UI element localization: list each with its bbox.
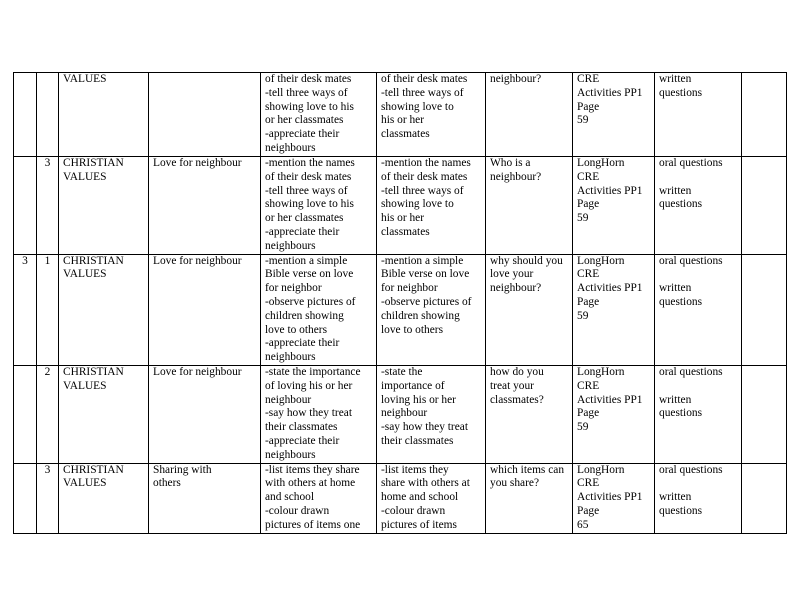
lesson-cell: 2 [37,365,59,463]
week-cell [14,73,37,157]
week-cell [14,365,37,463]
table-row [14,157,787,255]
learning-activities-cell: -list items they share with others at home and school -colour drawn pictures of items [377,463,486,533]
strand-cell: VALUES [59,73,149,157]
learning-outcomes-cell: of their desk mates -tell three ways of showing love to his or her classmates -appreciate their neighbours [261,73,377,157]
assessment-cell: written questions [655,73,742,157]
resources-cell: LongHorn CRE Activities PP1 Page 59 [573,365,655,463]
resources-cell: LongHorn CRE Activities PP1 Page 59 [573,254,655,365]
sub-strand-cell: Sharing with others [149,463,261,533]
remarks-cell [742,73,787,157]
inquiry-question-cell: which items can you share? [486,463,573,533]
table-row [14,73,787,157]
inquiry-question-cell: why should you love your neighbour? [486,254,573,365]
lesson-cell: 1 [37,254,59,365]
lesson-cell: 3 [37,463,59,533]
lesson-cell [37,73,59,157]
inquiry-question-cell: neighbour? [486,73,573,157]
assessment-cell: oral questions written questions [655,365,742,463]
learning-outcomes-cell: -list items they share with others at home and school -colour drawn pictures of items one [261,463,377,533]
week-cell: 3 [14,254,37,365]
resources-cell: CRE Activities PP1 Page 59 [573,73,655,157]
table-row [14,254,787,365]
learning-outcomes-cell: -mention the names of their desk mates -tell three ways of showing love to his or her classmates -appreciate their neighbours [261,157,377,255]
assessment-cell: oral questions written questions [655,463,742,533]
resources-cell: LongHorn CRE Activities PP1 Page 59 [573,157,655,255]
table-row [14,463,787,533]
learning-activities-cell: -mention the names of their desk mates -tell three ways of showing love to his or her classmates [377,157,486,255]
learning-outcomes-cell: -mention a simple Bible verse on love for neighbor -observe pictures of children showing love to others -appreciate their neighbours [261,254,377,365]
lesson-cell: 3 [37,157,59,255]
strand-cell: CHRISTIAN VALUES [59,463,149,533]
table-row [14,365,787,463]
sub-strand-cell: Love for neighbour [149,254,261,365]
remarks-cell [742,365,787,463]
learning-activities-cell: -mention a simple Bible verse on love for neighbor -observe pictures of children showing love to others [377,254,486,365]
strand-cell: CHRISTIAN VALUES [59,254,149,365]
resources-cell: LongHorn CRE Activities PP1 Page 65 [573,463,655,533]
assessment-cell: oral questions written questions [655,254,742,365]
inquiry-question-cell: Who is a neighbour? [486,157,573,255]
sub-strand-cell: Love for neighbour [149,365,261,463]
learning-activities-cell: -state the importance of loving his or her neighbour -say how they treat their classmates [377,365,486,463]
learning-activities-cell: of their desk mates -tell three ways of showing love to his or her classmates [377,73,486,157]
week-cell [14,463,37,533]
strand-cell: CHRISTIAN VALUES [59,157,149,255]
remarks-cell [742,157,787,255]
assessment-cell: oral questions written questions [655,157,742,255]
week-cell [14,157,37,255]
remarks-cell [742,254,787,365]
inquiry-question-cell: how do you treat your classmates? [486,365,573,463]
remarks-cell [742,463,787,533]
strand-cell: CHRISTIAN VALUES [59,365,149,463]
scheme-of-work-table [13,72,787,534]
learning-outcomes-cell: -state the importance of loving his or her neighbour -say how they treat their classmates -appreciate their neighbours [261,365,377,463]
sub-strand-cell [149,73,261,157]
sub-strand-cell: Love for neighbour [149,157,261,255]
